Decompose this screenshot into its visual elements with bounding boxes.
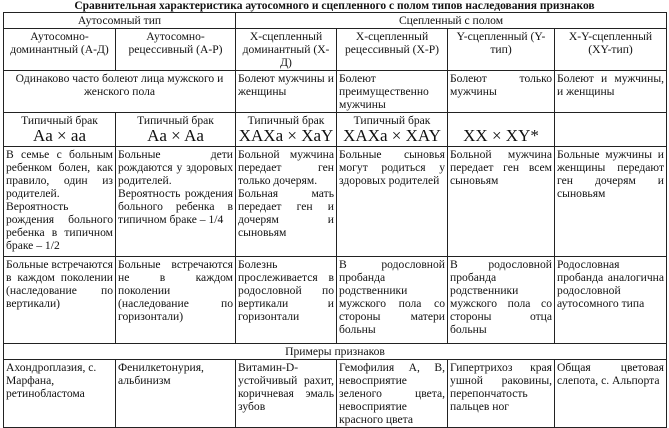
marriage-xy: [555, 113, 667, 147]
examples-row: [4, 360, 667, 428]
type-ar: Аутосомно-рецессивный (А-Р): [116, 29, 236, 71]
examples-y: Гипертрихоз края ушной раковины, перепончатость пальцев ног: [448, 360, 555, 428]
pedigree-ar: Больные встречаются не в каждом поколении (наследование по горизонтали): [116, 257, 236, 344]
affected-xr: Болеют преимущественно мужчины: [337, 71, 448, 113]
transmission-xd-father: Больной мужчина передает ген только дочерям.: [238, 148, 335, 187]
pedigree-xd: Болезнь прослеживается в родословной по вертикали и горизонтали: [236, 257, 337, 344]
pedigree-row: [4, 257, 667, 344]
transmission-ad: В семье с больным ребенком болен, как правило, один из родителей. Вероятность рождения больного ребенка в типичном браке – 1/2: [4, 147, 116, 257]
pedigree-ad: Больные встречаются в каждом поколении (наследование по вертикали): [4, 257, 116, 344]
pedigree-xr: В родословной пробанда родственники мужского пола со стороны матери больны: [337, 257, 448, 344]
marriage-ad: [4, 113, 116, 147]
marriage-label: Типичный брак: [247, 114, 325, 127]
marriage-label: Типичный брак: [353, 114, 431, 127]
marriage-xd: [236, 113, 337, 147]
marriage-label: Типичный брак: [21, 114, 98, 127]
examples-xy: Общая цветовая слепота, с. Альпорта: [555, 360, 667, 428]
affected-y: Болеют только мужчины: [448, 71, 555, 113]
comparison-table: [3, 12, 667, 428]
examples-header-row: [4, 344, 667, 360]
pedigree-y: В родословной пробанда родственники мужского пола со стороны отца больны: [448, 257, 555, 344]
affected-xd: Болеют мужчины и женщины: [236, 71, 337, 113]
group-header-row: [4, 13, 667, 29]
transmission-xd: [236, 147, 337, 257]
group-autosomal: Аутосомный тип: [4, 13, 236, 29]
transmission-y: Больной мужчина передает ген всем сыновьям: [448, 147, 555, 257]
affected-autosomal: Одинаково часто болеют лица мужского и женского пола: [4, 71, 236, 113]
type-xy: X-Y-сцепленный (XY-тип): [555, 29, 667, 71]
affected-row: [4, 71, 667, 113]
marriage-formula: Aa × aa: [32, 126, 86, 145]
affected-xy: Болеют и мужчины, и женщины: [555, 71, 667, 113]
marriage-row: [4, 113, 667, 147]
examples-header: Примеры признаков: [4, 344, 667, 360]
transmission-xy: Больные мужчины и женщины передают ген дочерям и сыновьям: [555, 147, 667, 257]
marriage-xr: [337, 113, 448, 147]
type-header-row: [4, 29, 667, 71]
transmission-row: [4, 147, 667, 257]
transmission-xr: Больные сыновья могут родиться у здоровых родителей: [337, 147, 448, 257]
table-title: Сравнительная характеристика аутосомного и сцепленного с полом типов наследования признаков: [74, 0, 595, 12]
marriage-formula: Aa × Aa: [147, 126, 204, 145]
type-xd: Х-сцепленный доминантный (Х-Д): [236, 29, 337, 71]
marriage-y: [448, 113, 555, 147]
examples-xd: Витамин-D-устойчивый рахит, коричневая эмаль зубов: [236, 360, 337, 428]
pedigree-xy: Родословная пробанда аналогична родословной аутосомного типа: [555, 257, 667, 344]
transmission-ar: Больные дети рождаются у здоровых родителей. Вероятность рождения больного ребенка в типичном браке – 1/4: [116, 147, 236, 257]
marriage-formula: XAXa × XAY: [343, 126, 441, 145]
marriage-formula: XAXa × XaY: [238, 126, 334, 145]
group-sex-linked: Сцепленный с полом: [236, 13, 667, 29]
marriage-ar: [116, 113, 236, 147]
marriage-label: Типичный брак: [137, 114, 214, 127]
examples-ad: Ахондроплазия, с. Марфана, ретинобластома: [4, 360, 116, 428]
examples-xr: Гемофилия А, В, невосприятие зеленого цвета, невосприятие красного цвета: [337, 360, 448, 428]
transmission-xd-mother: Больная мать передает ген и дочерям и сыновьям: [238, 187, 335, 239]
type-xr: Х-сцепленный рецессивный (Х-Р): [337, 29, 448, 71]
type-ad: Аутосомно-доминантный (А-Д): [4, 29, 116, 71]
type-y: Y-сцепленный (Y-тип): [448, 29, 555, 71]
marriage-formula: XX × XY*: [463, 126, 539, 145]
examples-ar: Фенилкетонурия, альбинизм: [116, 360, 236, 428]
